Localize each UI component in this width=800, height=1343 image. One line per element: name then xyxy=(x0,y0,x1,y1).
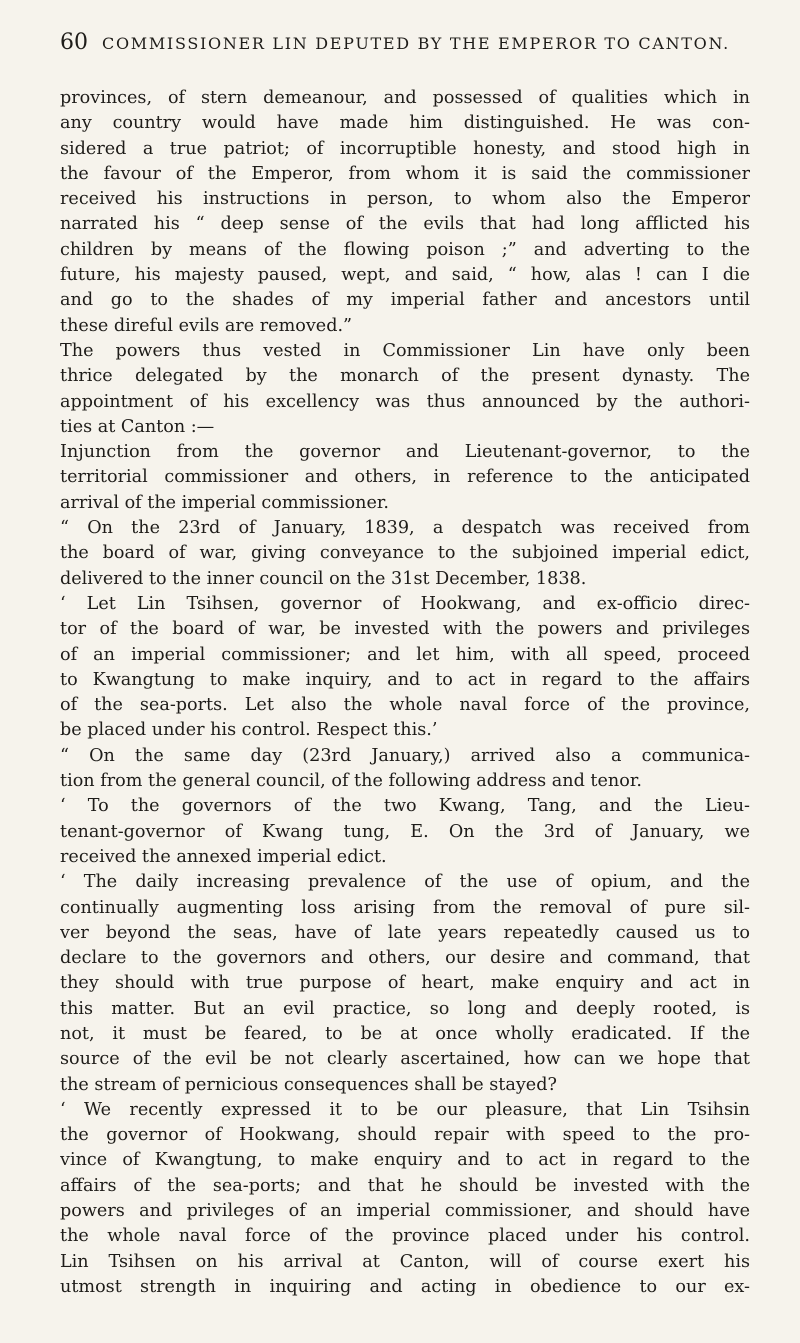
running-title: COMMISSIONER LIN DEPUTED BY THE EMPEROR TO CANTON. xyxy=(102,34,730,53)
text-line: Injunction from the governor and Lieutenant-governor, to the xyxy=(60,442,750,463)
text-line: of the sea-ports. Let also the whole naval force of the province, xyxy=(60,695,750,716)
text-line: arrival of the imperial commissioner. xyxy=(60,492,389,513)
text-line: sidered a true patriot; of incorruptible honesty, and stood high in xyxy=(60,138,750,159)
text-line: affairs of the sea-ports; and that he should be invested with the xyxy=(60,1175,750,1196)
text-line: ver beyond the seas, have of late years repeatedly caused us to xyxy=(60,922,750,943)
text-line: declare to the governors and others, our desire and command, that xyxy=(60,948,750,969)
text-line: ‘ We recently expressed it to be our pleasure, that Lin Tsihsin xyxy=(60,1099,750,1120)
text-line: continually augmenting loss arising from the removal of pure sil- xyxy=(60,897,750,918)
text-line: any country would have made him distinguished. He was con- xyxy=(60,113,750,134)
text-line: future, his majesty paused, wept, and said, “ how, alas ! can I die xyxy=(60,265,750,286)
text-line: thrice delegated by the monarch of the present dynasty. The xyxy=(60,366,750,387)
text-line: The powers thus vested in Commissioner Lin have only been xyxy=(60,340,750,361)
text-line: received his instructions in person, to whom also the Emperor xyxy=(60,189,750,210)
text-line: territorial commissioner and others, in reference to the anticipated xyxy=(60,467,750,488)
text-line: powers and privileges of an imperial commissioner, and should have xyxy=(60,1201,750,1222)
text-line: this matter. But an evil practice, so long and deeply rooted, is xyxy=(60,998,750,1019)
text-line: the board of war, giving conveyance to the subjoined imperial edict, xyxy=(60,543,750,564)
text-line: ‘ The daily increasing prevalence of the use of opium, and the xyxy=(60,872,750,893)
text-line: tenant-governor of Kwang tung, E. On the 3rd of January, we xyxy=(60,821,750,842)
text-line: these direful evils are removed.” xyxy=(60,315,353,336)
text-line: not, it must be feared, to be at once wholly eradicated. If the xyxy=(60,1023,750,1044)
text-line: of an imperial commissioner; and let him, with all speed, proceed xyxy=(60,644,750,665)
text-line: ‘ Let Lin Tsihsen, governor of Hookwang, and ex-officio direc- xyxy=(60,593,750,614)
text-line: Lin Tsihsen on his arrival at Canton, will of course exert his xyxy=(60,1251,750,1272)
text-line: provinces, of stern demeanour, and possessed of qualities which in xyxy=(60,88,750,108)
text-line: appointment of his excellency was thus announced by the authori- xyxy=(60,391,750,412)
text-line: delivered to the inner council on the 31st December, 1838. xyxy=(60,568,587,589)
text-line: utmost strength in inquiring and acting in obedience to our ex- xyxy=(60,1276,750,1297)
text-line: the favour of the Emperor, from whom it is said the commissioner xyxy=(60,163,750,184)
text-line: vince of Kwangtung, to make enquiry and to act in regard to the xyxy=(60,1150,750,1171)
text-line: ‘ To the governors of the two Kwang, Tang, and the Lieu- xyxy=(60,796,750,817)
text-line: source of the evil be not clearly ascertained, how can we hope that xyxy=(60,1049,750,1070)
text-line: children by means of the flowing poison ;” and adverting to the xyxy=(60,239,750,260)
page-number: 60 xyxy=(60,30,88,55)
body-text xyxy=(60,86,750,1300)
text-line: narrated his “ deep sense of the evils that had long afflicted his xyxy=(60,214,750,235)
running-header xyxy=(60,30,740,60)
text-line: “ On the 23rd of January, 1839, a despatch was received from xyxy=(60,518,750,539)
text-line: “ On the same day (23rd January,) arrived also a communica- xyxy=(60,745,750,766)
text-line: tor of the board of war, be invested with the powers and privileges xyxy=(60,619,750,640)
text-line: the governor of Hookwang, should repair with speed to the pro- xyxy=(60,1125,750,1146)
text-line: to Kwangtung to make inquiry, and to act in regard to the affairs xyxy=(60,669,750,690)
text-line: they should with true purpose of heart, make enquiry and act in xyxy=(60,973,750,994)
text-line: be placed under his control. Respect this.’ xyxy=(60,720,438,741)
text-line: tion from the general council, of the following address and tenor. xyxy=(60,771,642,792)
text-line: ties at Canton :— xyxy=(60,416,215,437)
text-line: the whole naval force of the province placed under his control. xyxy=(60,1226,750,1247)
text-line: the stream of pernicious consequences shall be stayed? xyxy=(60,1074,557,1095)
text-line: and go to the shades of my imperial father and ancestors until xyxy=(60,290,750,311)
text-line: received the annexed imperial edict. xyxy=(60,846,387,867)
